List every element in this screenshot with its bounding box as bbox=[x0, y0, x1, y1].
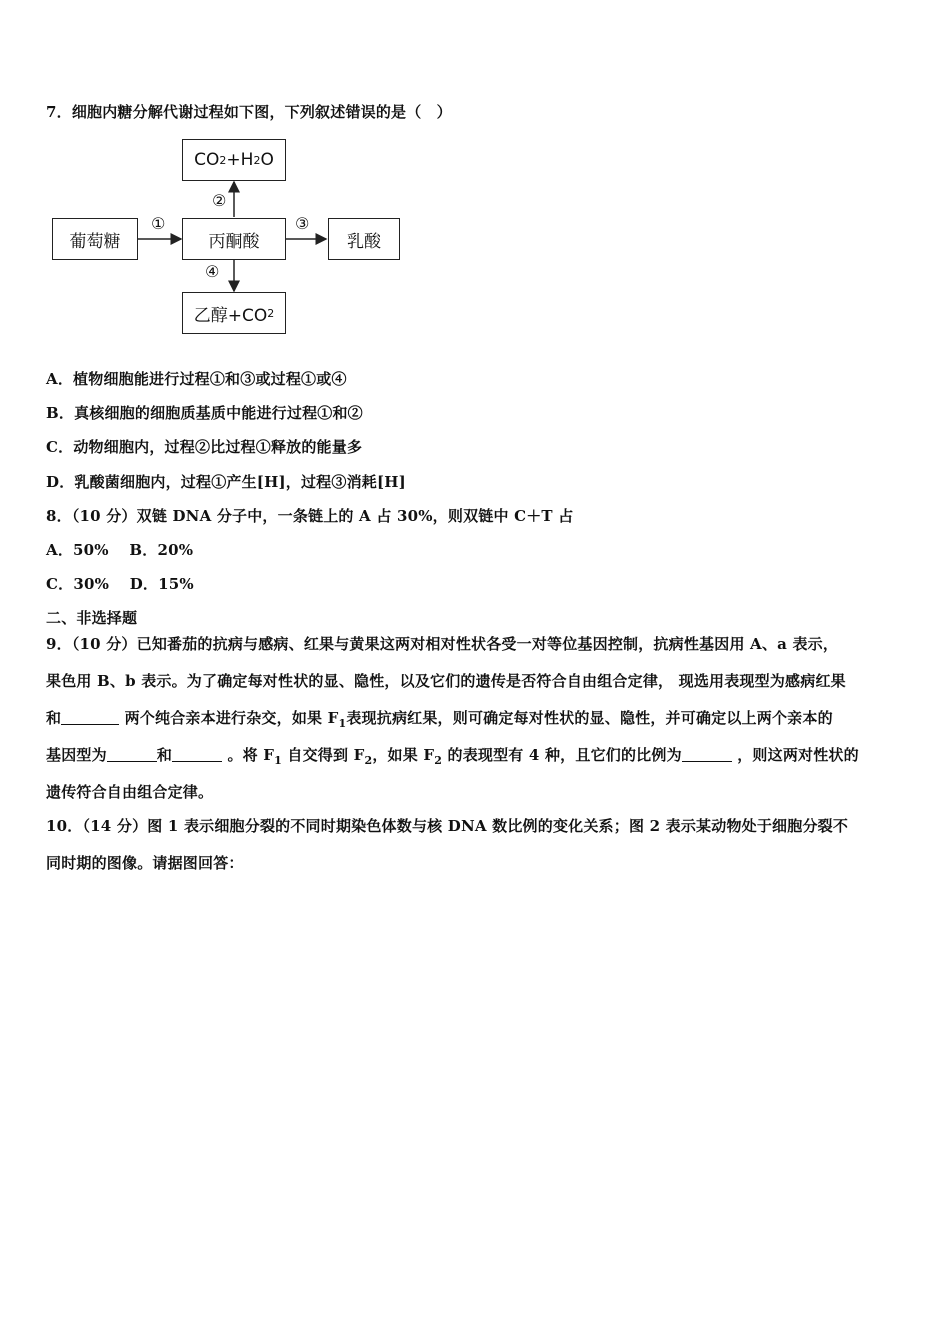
lactic-acid-box: 乳酸 bbox=[328, 218, 400, 260]
answer-blank-3 bbox=[172, 747, 222, 762]
co2-h2o-box: CO 2 +H 2 O bbox=[182, 139, 286, 181]
q9-line1: 9．（10 分）已知番茄的抗病与感病、红果与黄果这两对相对性状各受一对等位基因控制，抗病性基因用 A、a 表示， bbox=[46, 635, 839, 653]
ethanol-co2-box: 乙醇+CO 2 bbox=[182, 292, 286, 334]
q9-line3: 和 两个纯合亲本进行杂交，如果 $F_1$表现抗病红果，则可确定每对性状的显、隐性，并可确定以上两个亲本的 bbox=[46, 709, 833, 730]
q9-line2: 果色用 B、b 表示。为了确定每对性状的显、隐性，以及它们的遗传是否符合自由组合定律， 现选用表现型为感病红果 bbox=[46, 672, 846, 690]
answer-blank-4 bbox=[682, 747, 732, 762]
section-heading: 二、非选择题 bbox=[46, 609, 138, 627]
q7-option-b: B．真核细胞的细胞质基质中能进行过程①和② bbox=[46, 404, 363, 422]
glycolysis-diagram bbox=[50, 135, 402, 335]
q9-line5: 遗传符合自由组合定律。 bbox=[46, 783, 214, 801]
step2-label: ② bbox=[212, 191, 227, 210]
q9-line4: 基因型为 和 。将 $F_1$ 自交得到 $F_2$，如果 $F_2$ 的表现型有 4 种，且它们的比例为 ，则这两对性状的 bbox=[46, 746, 859, 767]
step1-label: ① bbox=[151, 214, 166, 233]
q8-options-row2: C．30% D．15% bbox=[46, 575, 194, 593]
q8-options-row1: A．50% B．20% bbox=[46, 541, 194, 559]
q7-stem: 7．细胞内糖分解代谢过程如下图，下列叙述错误的是（ ） bbox=[46, 103, 452, 121]
q8-stem: 8．（10 分）双链 DNA 分子中，一条链上的 A 占 30%，则双链中 C＋T 占 bbox=[46, 507, 574, 525]
step4-label: ④ bbox=[205, 262, 220, 281]
q10-line1: 10．（14 分）图 1 表示细胞分裂的不同时期染色体数与核 DNA 数比例的变化关系；图 2 表示某动物处于细胞分裂不 bbox=[46, 817, 849, 835]
q7-option-d: D．乳酸菌细胞内，过程①产生[H]，过程③消耗[H] bbox=[46, 473, 406, 491]
step3-label: ③ bbox=[295, 214, 310, 233]
glucose-box: 葡萄糖 bbox=[52, 218, 138, 260]
answer-blank-1 bbox=[61, 710, 119, 725]
q10-line2: 同时期的图像。请据图回答： bbox=[46, 854, 244, 872]
pyruvate-box: 丙酮酸 bbox=[182, 218, 286, 260]
q7-option-c: C．动物细胞内，过程②比过程①释放的能量多 bbox=[46, 438, 363, 456]
answer-blank-2 bbox=[107, 747, 157, 762]
q7-option-a: A．植物细胞能进行过程①和③或过程①或④ bbox=[46, 370, 347, 388]
